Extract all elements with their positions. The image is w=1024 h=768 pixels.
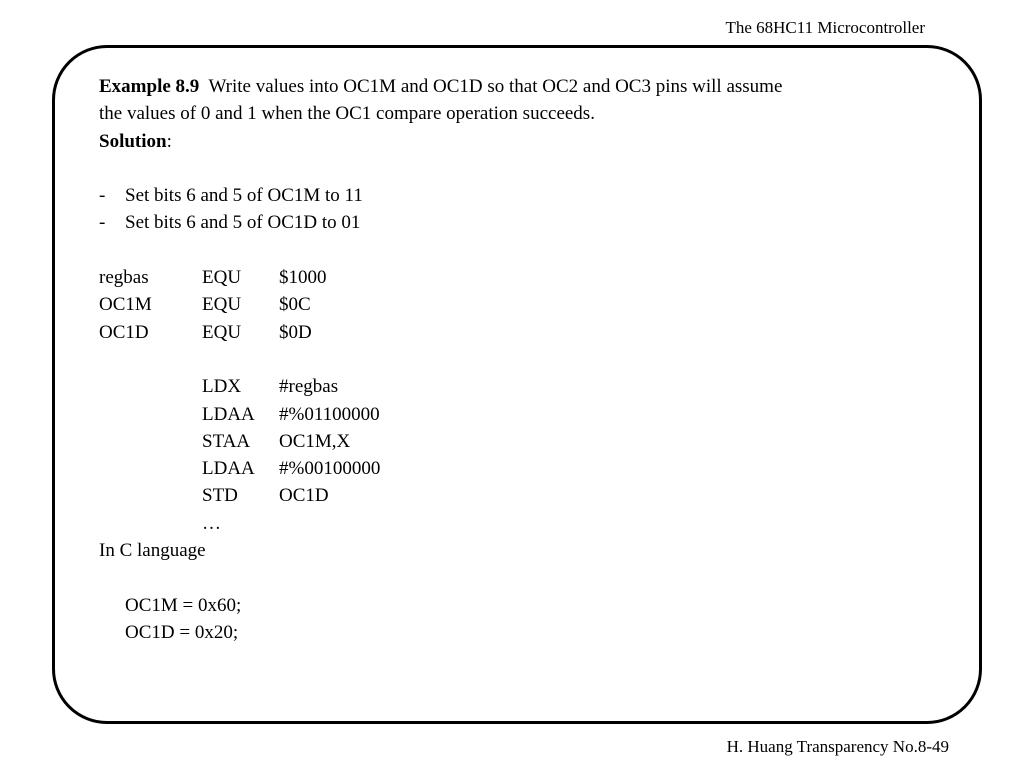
example-line-1 <box>99 73 939 100</box>
code-row <box>99 482 939 509</box>
code-op: LDAA <box>202 403 255 425</box>
code-row <box>99 455 939 482</box>
step-item <box>99 182 939 209</box>
code-operand: OC1D <box>279 485 329 507</box>
spacer <box>99 155 939 182</box>
c-code-line: OC1M = 0x60; <box>125 594 242 616</box>
code-operand: #%00100000 <box>279 458 381 480</box>
code-row <box>99 401 939 428</box>
code-operand: OC1M,X <box>279 430 351 452</box>
code-op: … <box>202 512 221 534</box>
c-code-line: OC1D = 0x20; <box>125 621 239 643</box>
code-row <box>99 373 939 400</box>
step-marker: - <box>99 185 106 207</box>
equate-op: EQU <box>202 267 242 289</box>
solution-line <box>99 128 939 155</box>
equate-row <box>99 264 939 291</box>
equate-label: regbas <box>99 267 149 289</box>
code-op: STD <box>202 485 238 507</box>
equate-operand: $0C <box>279 294 311 316</box>
equate-op: EQU <box>202 294 242 316</box>
equate-label: OC1D <box>99 321 149 343</box>
code-operand: #%01100000 <box>279 403 380 425</box>
equate-op: EQU <box>202 321 242 343</box>
spacer <box>99 564 939 591</box>
step-text: Set bits 6 and 5 of OC1M to 11 <box>125 185 363 207</box>
equate-label: OC1M <box>99 294 152 316</box>
step-marker: - <box>99 212 106 234</box>
c-language-heading: In C language <box>99 540 206 562</box>
code-op: LDX <box>202 376 242 398</box>
header-title: The 68HC11 Microcontroller <box>725 18 925 37</box>
example-text-1: Write values into OC1M and OC1D so that OC2 and OC3 pins will assume <box>208 76 783 97</box>
code-operand: #regbas <box>279 376 339 398</box>
code-row <box>99 428 939 455</box>
example-line-2: the values of 0 and 1 when the OC1 compare operation succeeds. <box>99 103 595 125</box>
solution-label: Solution <box>99 130 167 152</box>
spacer <box>99 237 939 264</box>
code-op: LDAA <box>202 458 255 480</box>
solution-colon: : <box>166 130 172 152</box>
step-text: Set bits 6 and 5 of OC1D to 01 <box>125 212 361 234</box>
example-label: Example 8.9 <box>99 76 200 97</box>
equate-operand: $1000 <box>279 267 327 289</box>
code-row <box>99 510 939 537</box>
equate-row <box>99 319 939 346</box>
code-op: STAA <box>202 430 251 452</box>
slide-content <box>99 73 939 646</box>
equate-row <box>99 291 939 318</box>
footer-text: H. Huang Transparency No.8-49 <box>726 737 949 756</box>
equate-operand: $0D <box>279 321 312 343</box>
step-item <box>99 209 939 236</box>
spacer <box>99 346 939 373</box>
